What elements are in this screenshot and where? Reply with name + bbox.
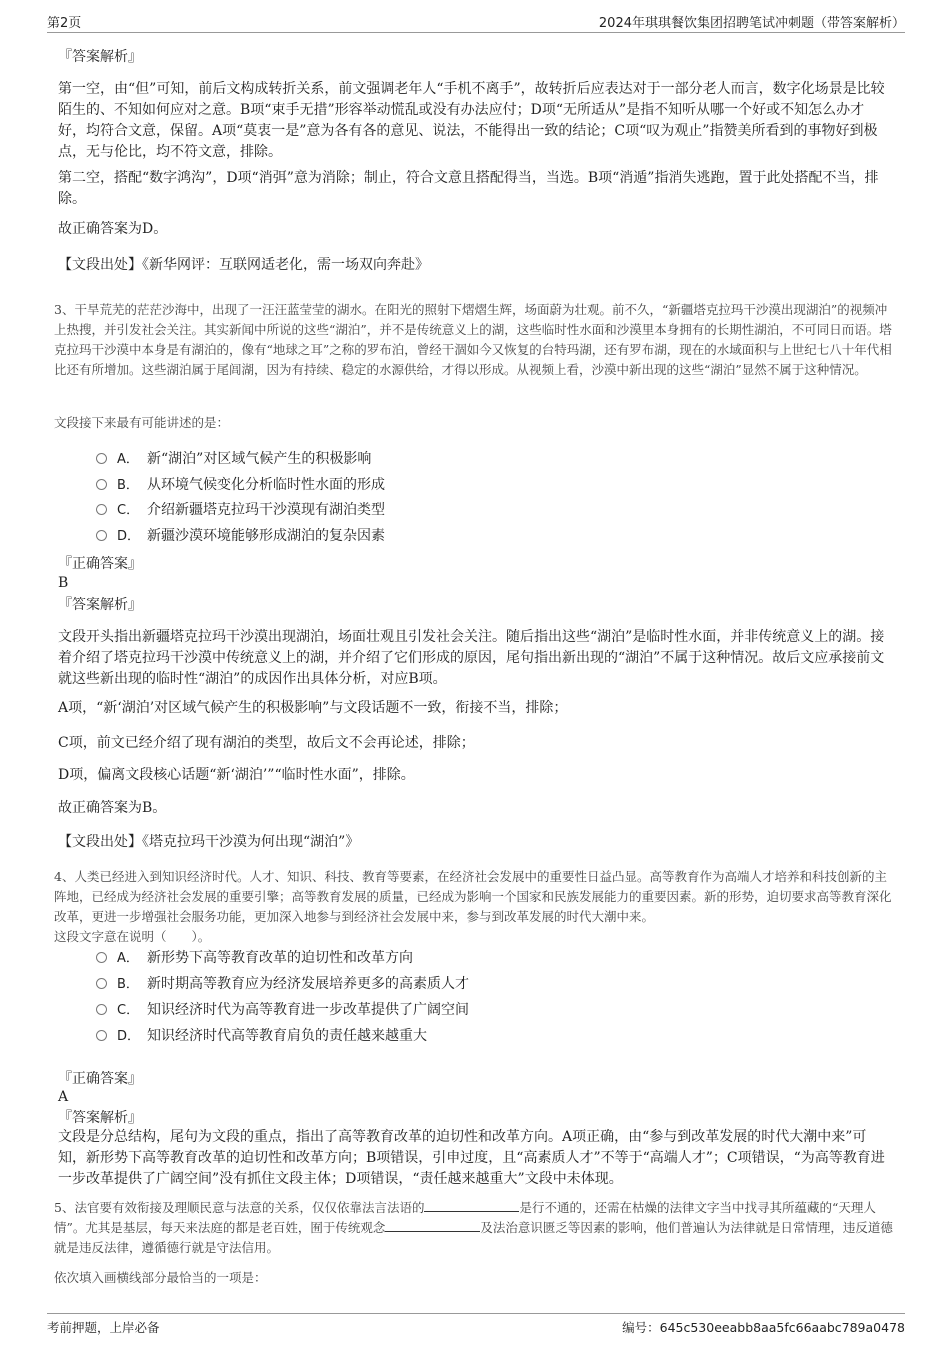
q3-analysis-p2: A项，“新‘湖泊’对区域气候产生的积极影响”与文段话题不一致，衔接不当，排除； — [58, 700, 568, 716]
document-title: 2024年琪琪餐饮集团招聘笔试冲刺题（带答案解析） — [598, 16, 905, 31]
fill-blank-1[interactable] — [424, 1199, 519, 1212]
page-number: 第2页 — [47, 16, 82, 31]
q4-option-d[interactable]: D． 知识经济时代高等教育肩负的责任越来越重大 — [96, 1024, 427, 1048]
q2-source: 【文段出处】《新华网评：互联网适老化，需一场双向奔赴》 — [58, 257, 429, 273]
q3-option-b[interactable]: B． 从环境气候变化分析临时性水面的形成 — [96, 473, 385, 497]
q3-analysis-p4: D项，偏离文段核心话题“新‘湖泊’”“临时性水面”，排除。 — [58, 767, 415, 783]
q2-analysis-p2: 第二空，搭配“数字鸿沟”，D项“消弭”意为消除；制止，符合文意且搭配得当，当选。B项“消遁”指消失逃跑，置于此处搭配不当，排除。 — [58, 170, 879, 207]
q3-option-d[interactable]: D． 新疆沙漠环境能够形成湖泊的复杂因素 — [96, 524, 385, 548]
page-footer — [47, 1313, 905, 1335]
q4-analysis-label: 『答案解析』 — [58, 1110, 142, 1126]
q3-analysis-p1: 文段开头指出新疆塔克拉玛干沙漠出现湖泊，场面壮观且引发社会关注。随后指出这些“湖泊”是临时性水面，并非传统意义上的湖。接着介绍了塔克拉玛干沙漠中传统意义上的湖，并介绍了它们形成的原因，尾句指出新出现的“湖泊”不属于这种情况。故后文应承接前文就这些新出现的临时性“湖泊”的成因作出具体分析，对应B项。 — [58, 629, 885, 687]
q3-analysis-label: 『答案解析』 — [58, 597, 142, 613]
q5-question: 依次填入画横线部分最恰当的一项是： — [54, 1270, 267, 1285]
q3-analysis-p3: C项，前文已经介绍了现有湖泊的类型，故后文不会再论述，排除； — [58, 735, 475, 751]
q3-stem: 3、干旱荒芜的茫茫沙海中，出现了一汪汪蓝莹莹的湖水。在阳光的照射下熠熠生辉，场面蔚为壮观。前不久，“新疆塔克拉玛干沙漠出现湖泊”的视频冲上热搜，并引发社会关注。其实新闻中所说的这些“湖泊”，并不是传统意义上的湖，这些临时性水面和沙漠里本身拥有的长期性湖泊，不可同日而语。塔克拉玛干沙漠中本身是有湖泊的，像有“地球之耳”之称的罗布泊，曾经干涸如今又恢复的台特玛湖，还有罗布湖，现在的水域面积与上世纪七八十年代相比还有所增加。这些湖泊属于尾闾湖，因为有持续、稳定的水源供给，才得以形成。从视频上看，沙漠中新出现的这些“湖泊”显然不属于这种情况。 — [54, 302, 892, 377]
q5-stem: 5、法官要有效衔接及理顺民意与法意的关系，仅仅依靠法言法语的 是行不通的，还需在枯燥的法律文字当中找寻其所蕴藏的“天理人情”。尤其是基层，每天来法庭的都是老百姓，囿于传统观念 及法治意识匮乏等因素的影响，他们普遍认为法律就是日常情理，违反道德就是违反法律，遵循德行就是守法信用。 — [54, 1200, 893, 1255]
q4-option-b[interactable]: B． 新时期高等教育应为经济发展培养更多的高素质人才 — [96, 972, 469, 996]
radio-icon[interactable] — [96, 453, 107, 464]
q4-analysis: 文段是分总结构，尾句为文段的重点，指出了高等教育改革的迫切性和改革方向。A项正确，由“参与到改革发展的时代大潮中来”可知，新形势下高等教育改革的迫切性和改革方向；B项错误，引申过度，且“高素质人才”不等于“高端人才”；C项错误，“为高等教育进一步改革提供了广阔空间”没有抓住文段主体；D项错误，“责任越来越重大”文段中未体现。 — [58, 1129, 885, 1187]
radio-icon[interactable] — [96, 530, 107, 541]
q4-option-c[interactable]: C． 知识经济时代为高等教育进一步改革提供了广阔空间 — [96, 998, 469, 1022]
q2-analysis-label: 『答案解析』 — [58, 49, 142, 65]
radio-icon[interactable] — [96, 978, 107, 989]
radio-icon[interactable] — [96, 504, 107, 515]
q4-stem: 4、人类已经进入到知识经济时代。人才、知识、科技、教育等要素，在经济社会发展中的重要性日益凸显。高等教育作为高端人才培养和科技创新的主阵地，已经成为经济社会发展的重要引擎；高等教育发展的质量，已经成为影响一个国家和民族发展能力的重要因素。新的形势，迫切要求高等教育深化改革，更进一步增强社会服务功能，更加深入地参与到经济社会发展中来，参与到改革发展的时代大潮中来。 — [54, 869, 892, 924]
radio-icon[interactable] — [96, 1004, 107, 1015]
q3-analysis-p5: 故正确答案为B。 — [58, 800, 167, 816]
q2-analysis-p1: 第一空，由“但”可知，前后文构成转折关系，前文强调老年人“手机不离手”，故转折后应表达对于一部分老人而言，数字化场景是比较陌生的、不知如何应对之意。B项“束手无措”形容举动慌乱或没有办法应付；D项“无所适从”是指不知听从哪一个好或不知怎么办才好，均符合文意，保留。A项“莫衷一是”意为各有各的意见、说法，不能得出一致的结论；C项“叹为观止”指赞美所看到的事物好到极点，无与伦比，均不符文意，排除。 — [58, 81, 885, 160]
document-id: 编号：645c530eeabb8aa5fc66aabc789a0478 — [622, 1320, 905, 1335]
q2-analysis-p3: 故正确答案为D。 — [58, 221, 168, 237]
radio-icon[interactable] — [96, 952, 107, 963]
q4-answer-label: 『正确答案』 — [58, 1071, 142, 1087]
q4-option-a[interactable]: A． 新形势下高等教育改革的迫切性和改革方向 — [96, 946, 413, 970]
q3-option-a[interactable]: A． 新“湖泊”对区域气候产生的积极影响 — [96, 447, 371, 471]
footer-slogan: 考前押题，上岸必备 — [47, 1320, 160, 1335]
q3-answer: B — [58, 575, 69, 591]
q3-question: 文段接下来最有可能讲述的是： — [54, 415, 230, 430]
q3-answer-label: 『正确答案』 — [58, 556, 142, 572]
radio-icon[interactable] — [96, 1030, 107, 1041]
q4-answer: A — [58, 1089, 69, 1105]
q3-option-c[interactable]: C． 介绍新疆塔克拉玛干沙漠现有湖泊类型 — [96, 498, 385, 522]
fill-blank-2[interactable] — [385, 1219, 480, 1232]
page-header — [47, 8, 905, 33]
q3-source: 【文段出处】《塔克拉玛干沙漠为何出现“湖泊”》 — [58, 834, 360, 850]
q4-question: 这段文字意在说明（ ）。 — [54, 929, 211, 944]
radio-icon[interactable] — [96, 479, 107, 490]
